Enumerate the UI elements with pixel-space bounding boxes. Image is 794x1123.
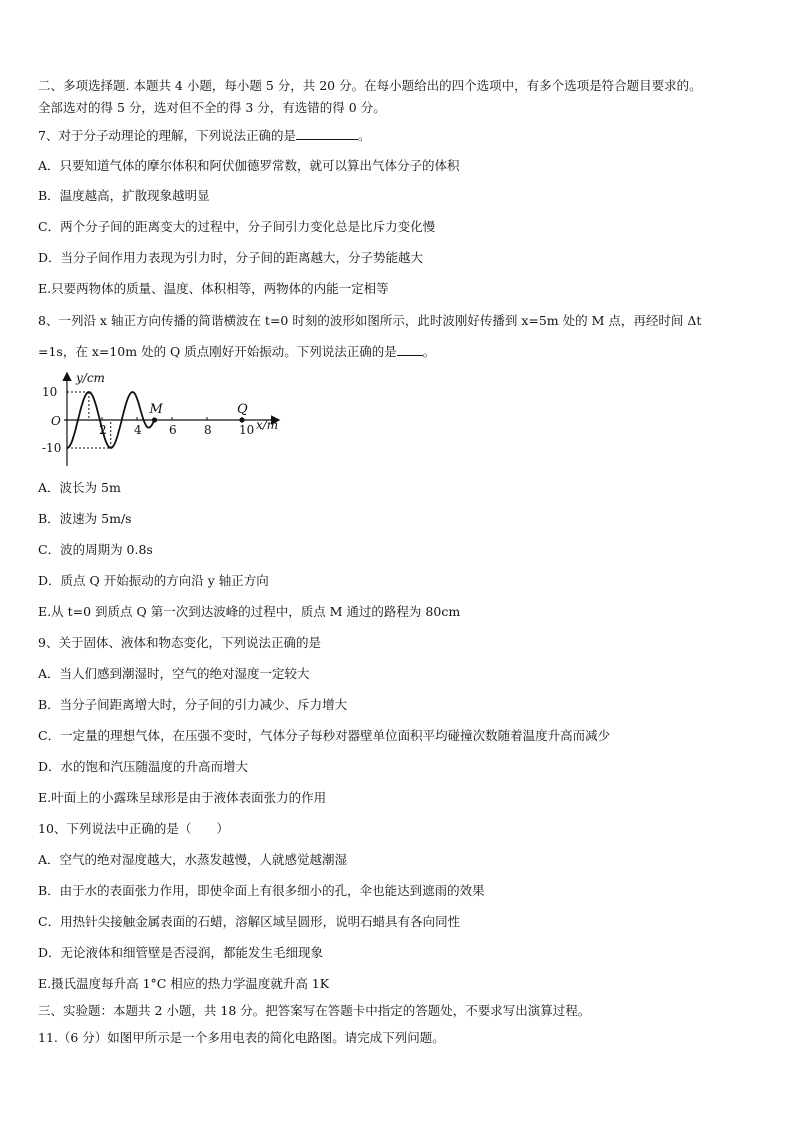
- x-tick-label: 10: [239, 423, 255, 437]
- x-tick-label: 8: [204, 423, 212, 437]
- q8-stem-text: =1s，在 x=10m 处的 Q 质点刚好开始振动。下列说法正确的是: [38, 344, 397, 359]
- x-tick-label: 6: [169, 423, 177, 437]
- point-m-dot: [152, 417, 157, 422]
- x-axis-label: x/m: [256, 418, 279, 432]
- q7-option-e: E.只要两物体的质量、温度、体积相等，两物体的内能一定相等: [38, 281, 389, 296]
- point-q-label: Q: [237, 402, 248, 417]
- wave-figure: [38, 366, 298, 470]
- q7-option-c: C．两个分子间的距离变大的过程中，分子间引力变化总是比斥力变化慢: [38, 219, 436, 234]
- origin-label: O: [51, 414, 61, 428]
- q9-option-b: B．当分子间距离增大时，分子间的引力减少、斥力增大: [38, 697, 348, 712]
- q8-option-a: A．波长为 5m: [38, 480, 121, 495]
- q9-option-e: E.叶面上的小露珠呈球形是由于液体表面张力的作用: [38, 790, 327, 805]
- x-tick-label: 2: [99, 423, 107, 437]
- y-tick-label: -10: [42, 441, 62, 455]
- section3-header: 三、实验题：本题共 2 小题，共 18 分。把答案写在答题卡中指定的答题处，不要求写出演算过程。: [38, 1003, 591, 1018]
- q10-option-b: B．由于水的表面张力作用，即使伞面上有很多细小的孔，伞也能达到遮雨的效果: [38, 883, 485, 898]
- q9-option-d: D．水的饱和汽压随温度的升高而增大: [38, 759, 249, 774]
- q8-option-e: E.从 t=0 到质点 Q 第一次到达波峰的过程中，质点 M 通过的路程为 80cm: [38, 604, 461, 619]
- section2-header-line1: 二、多项选择题. 本题共 4 小题，每小题 5 分，共 20 分。在每小题给出的四个选项中，有多个选项是符合题目要求的。: [38, 78, 702, 93]
- q7-option-d: D．当分子间作用力表现为引力时，分子间的距离越大，分子势能越大: [38, 250, 424, 265]
- q8-option-d: D．质点 Q 开始振动的方向沿 y 轴正方向: [38, 573, 269, 588]
- q7-option-b: B．温度越高，扩散现象越明显: [38, 188, 210, 203]
- q9-option-c: C．一定量的理想气体，在压强不变时，气体分子每秒对器壁单位面积平均碰撞次数随着温度升高而减少: [38, 728, 611, 743]
- q10-option-a: A．空气的绝对湿度越大，水蒸发越慢，人就感觉越潮湿: [38, 852, 348, 867]
- q8-option-b: B．波速为 5m/s: [38, 511, 132, 526]
- q8-stem-line1: 8、一列沿 x 轴正方向传播的简谐横波在 t=0 时刻的波形如图所示，此时波刚好传播到 x=5m 处的 M 点，再经时间 Δt: [38, 313, 702, 328]
- y-tick-label: 10: [42, 385, 58, 399]
- q10-option-e: E.摄氏温度每升高 1°C 相应的热力学温度就升高 1K: [38, 976, 330, 991]
- q8-stem-line2: [38, 343, 760, 360]
- q7-stem-text: 7、对于分子动理论的理解，下列说法正确的是: [38, 128, 296, 143]
- x-tick-label: 4: [134, 423, 142, 437]
- q10-option-d: D．无论液体和细管壁是否浸润，都能发生毛细现象: [38, 945, 324, 960]
- point-q-dot: [239, 417, 244, 422]
- q7-stem: [38, 127, 760, 144]
- q10-option-c: C．用热针尖接触金属表面的石蜡，溶解区域呈圆形，说明石蜡具有各向同性: [38, 914, 461, 929]
- q8-option-c: C．波的周期为 0.8s: [38, 542, 153, 557]
- q10-stem: 10、下列说法中正确的是（ ）: [38, 821, 229, 836]
- y-axis-label: y/cm: [76, 371, 105, 385]
- q8-stem-end: 。: [422, 344, 436, 359]
- q11-stem: 11.（6 分）如图甲所示是一个多用电表的简化电路图。请完成下列问题。: [38, 1030, 445, 1045]
- point-m-label: M: [149, 402, 163, 417]
- section2-header-line2: 全部选对的得 5 分，选对但不全的得 3 分，有选错的得 0 分。: [38, 100, 386, 115]
- q8-answer-blank: [397, 343, 423, 356]
- q7-option-a: A．只要知道气体的摩尔体积和阿伏伽德罗常数，就可以算出气体分子的体积: [38, 158, 460, 173]
- q7-stem-end: 。: [357, 128, 371, 143]
- q9-stem: 9、关于固体、液体和物态变化，下列说法正确的是: [38, 635, 321, 650]
- q7-answer-blank: [296, 127, 358, 140]
- q9-option-a: A．当人们感到潮湿时，空气的绝对湿度一定较大: [38, 666, 310, 681]
